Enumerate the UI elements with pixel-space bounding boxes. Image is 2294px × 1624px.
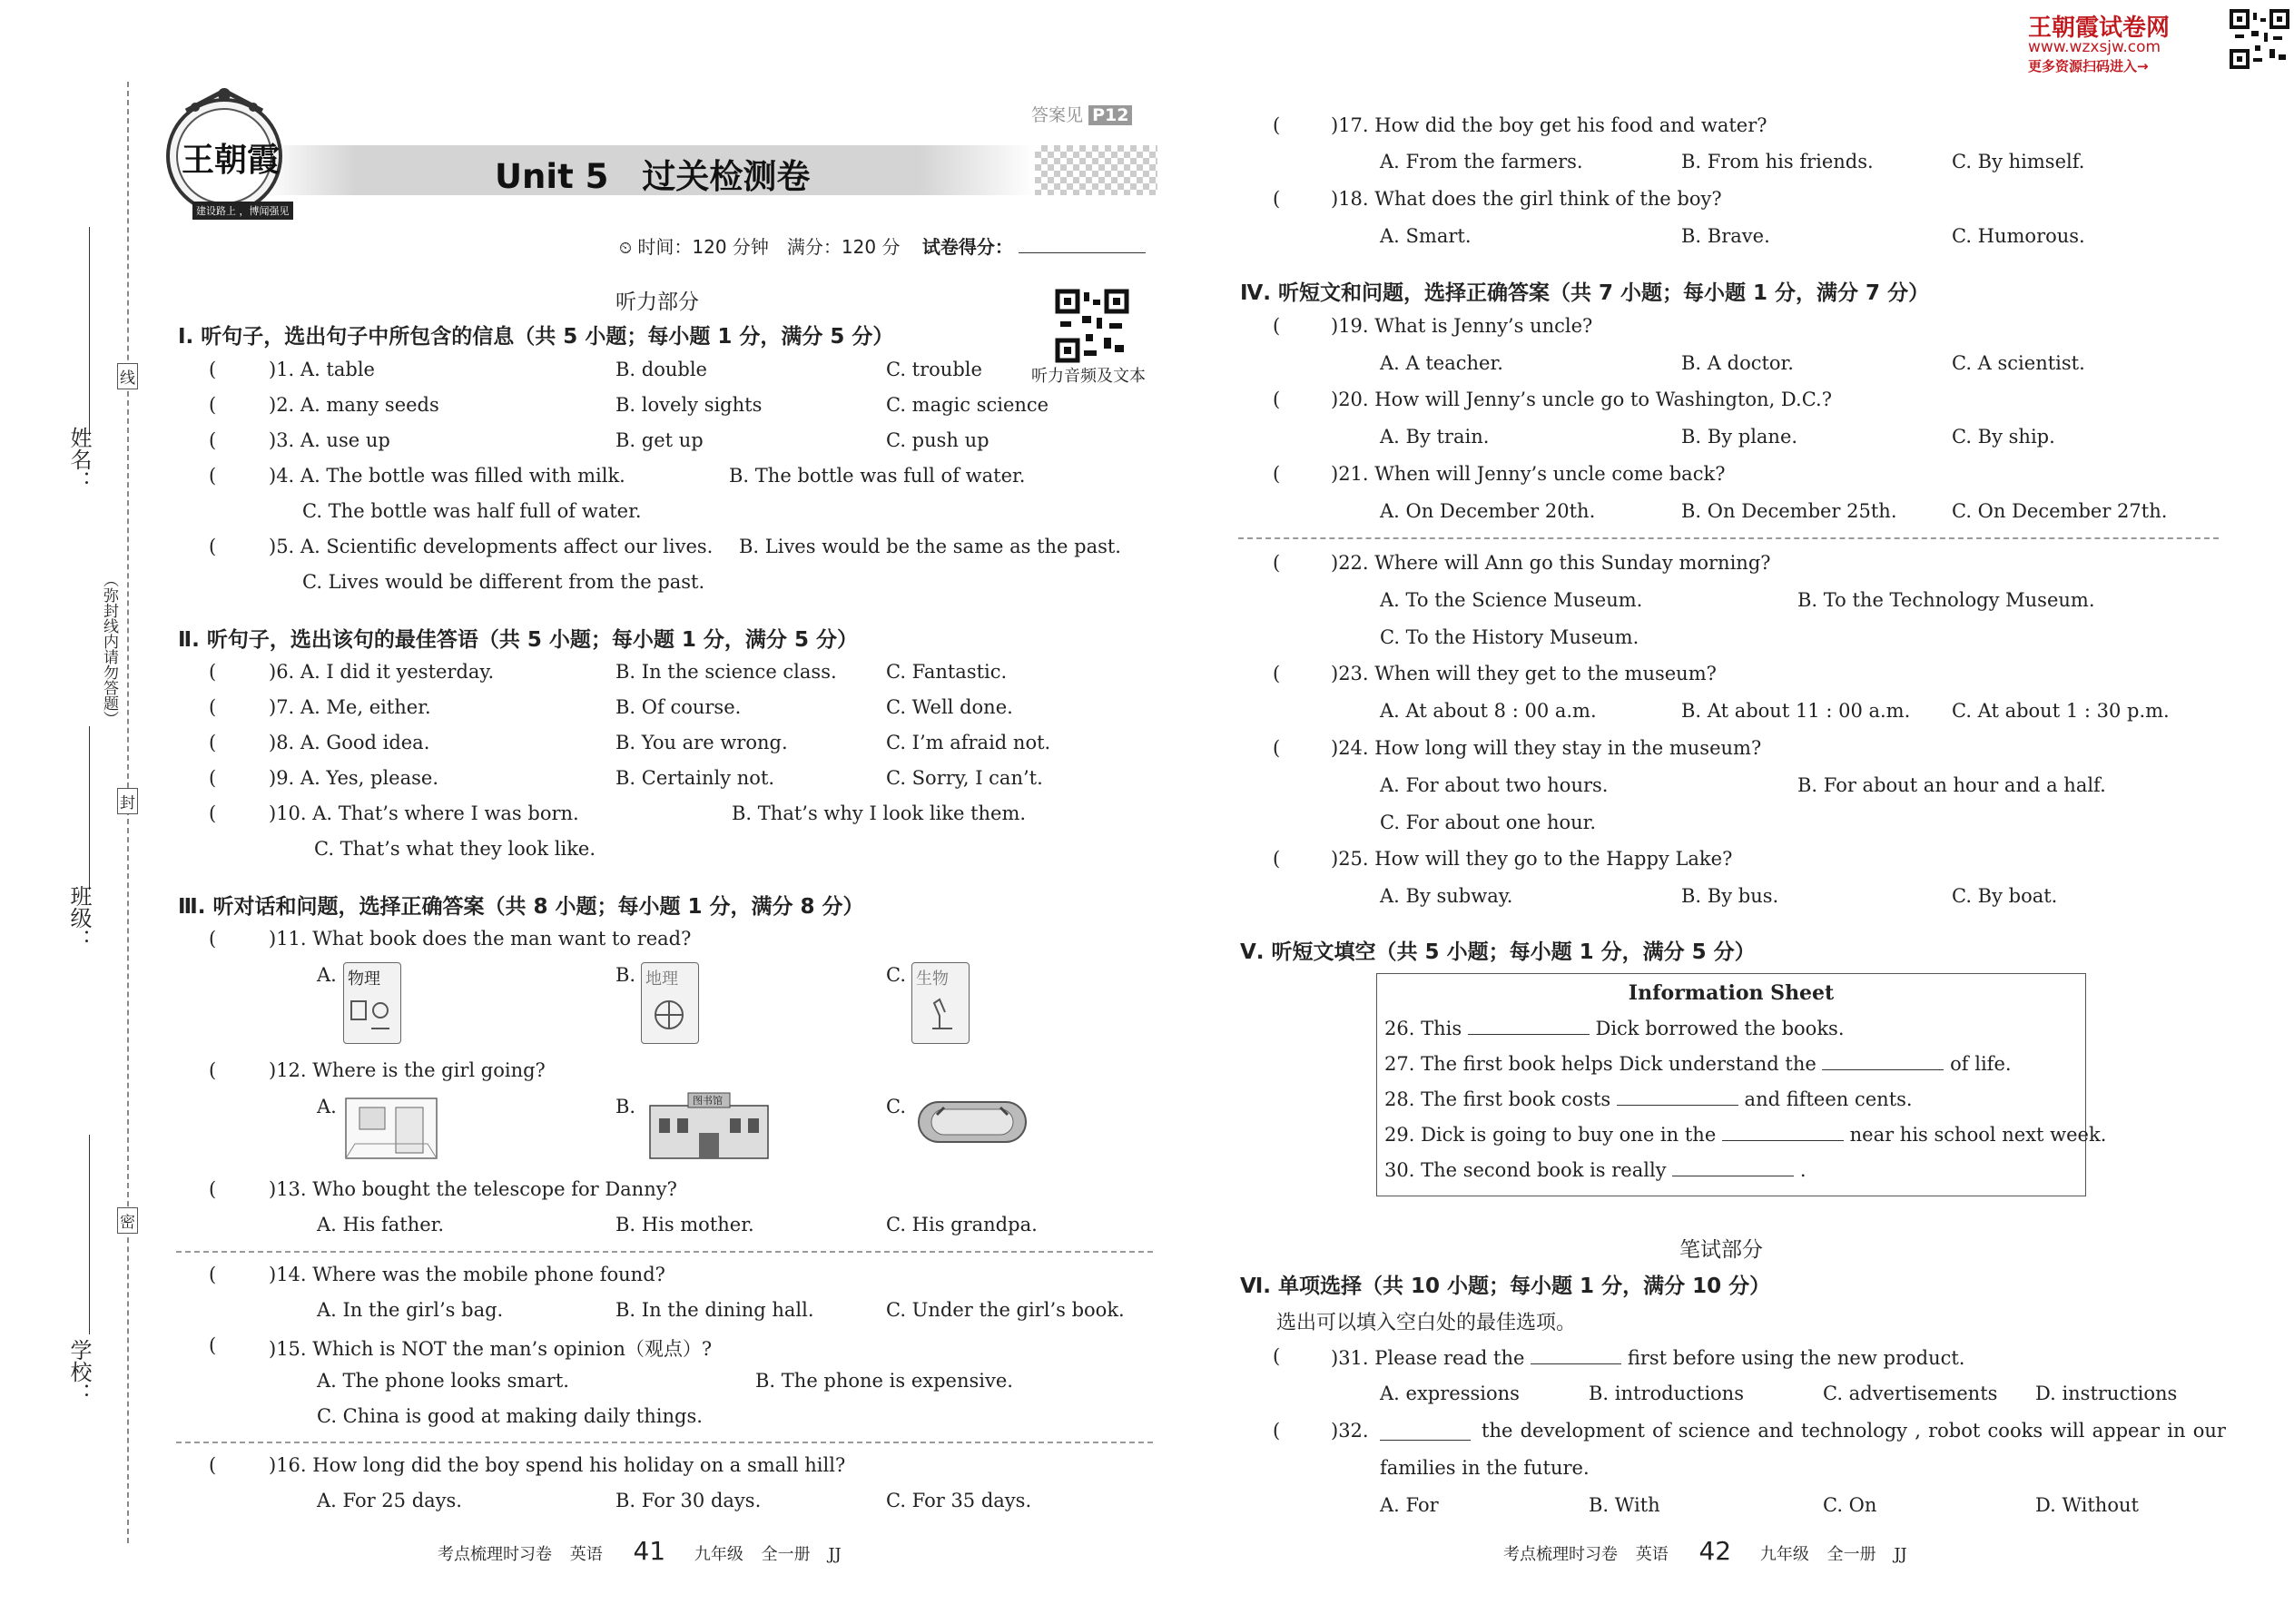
- q31-stem-pre: )31. Please read the: [1331, 1347, 1525, 1369]
- q32-stem-word: in: [2167, 1420, 2186, 1442]
- q7-stem: )7. A. Me, either.: [269, 696, 431, 718]
- q13-stem: )13. Who bought the telescope for Danny?: [269, 1178, 677, 1200]
- q22-option-c: C. To the History Museum.: [1380, 626, 1639, 648]
- blank-27[interactable]: [1822, 1051, 1944, 1070]
- q3-option-c: C. push up: [886, 429, 989, 451]
- q19-paren[interactable]: (: [1273, 315, 1281, 337]
- q20-stem: )20. How will Jenny’s uncle go to Washington, D.C.?: [1331, 389, 1832, 410]
- school-label: 学校：: [66, 1339, 92, 1404]
- q14-option-a: A. In the girl’s bag.: [317, 1299, 504, 1321]
- audio-qr-code[interactable]: [1055, 289, 1129, 363]
- q13-option-b: B. His mother.: [615, 1214, 754, 1235]
- q1-stem: )1. A. table: [269, 359, 375, 380]
- time-info: [619, 232, 1146, 259]
- q19-stem: )19. What is Jenny’s uncle?: [1331, 315, 1593, 337]
- q32-stem-line: [1482, 1420, 2226, 1442]
- q4-option-c: C. The bottle was half full of water.: [302, 500, 642, 522]
- q23-option-c: C. At about 1 : 30 p.m.: [1952, 700, 2170, 722]
- geography-book-image[interactable]: [641, 962, 699, 1044]
- name-label: 姓名：: [66, 427, 92, 492]
- q17-stem: )17. How did the boy get his food and water?: [1331, 114, 1767, 136]
- q17-option-a: A. From the farmers.: [1380, 151, 1583, 172]
- q1-paren[interactable]: (: [209, 359, 217, 380]
- q10-option-b: B. That’s why I look like them.: [732, 802, 1027, 824]
- q32-stem-word: will: [2050, 1420, 2085, 1442]
- q23-stem: )23. When will they get to the museum?: [1331, 663, 1717, 684]
- footer-left-subject: 英语: [569, 1545, 603, 1564]
- q32-stem-cont: families in the future.: [1380, 1457, 1590, 1479]
- info-line-27: [1384, 1051, 2012, 1075]
- q31-blank[interactable]: [1531, 1345, 1621, 1364]
- divider-right-1: [1238, 537, 2219, 539]
- q8-option-b: B. You are wrong.: [615, 732, 788, 753]
- q5-paren[interactable]: (: [209, 536, 217, 557]
- school-underline: [89, 1135, 90, 1334]
- section-4-heading: Ⅳ. 听短文和问题，选择正确答案（共 7 小题；每小题 1 分，满分 7 分）: [1240, 281, 1930, 305]
- seal-note: （弥封线内请勿答题）: [100, 572, 118, 726]
- brand-url[interactable]: www.wzxsjw.com: [2028, 38, 2161, 56]
- q32-option-c: C. On: [1823, 1494, 1877, 1516]
- q6-paren[interactable]: (: [209, 661, 217, 683]
- footer-right-subject: 英语: [1635, 1545, 1669, 1564]
- q31-option-c: C. advertisements: [1823, 1383, 1998, 1404]
- q20-option-b: B. By plane.: [1681, 426, 1798, 448]
- header-checker: [1035, 145, 1157, 195]
- q2-stem: )2. A. many seeds: [269, 394, 439, 416]
- name-underline: [89, 227, 90, 436]
- q11-paren[interactable]: (: [209, 928, 217, 950]
- q20-paren[interactable]: (: [1273, 389, 1281, 410]
- q3-paren[interactable]: (: [209, 429, 217, 451]
- info-line-28: [1384, 1087, 1913, 1110]
- answer-ref: [1031, 102, 1132, 126]
- page-title: Unit 5 过关检测卷: [495, 157, 811, 196]
- seal-mark-secret: 密: [117, 1207, 138, 1234]
- q14-stem: )14. Where was the mobile phone found?: [269, 1264, 665, 1285]
- time-text: 时间：120 分钟 满分：120 分: [637, 236, 901, 258]
- q17-option-b: B. From his friends.: [1681, 151, 1874, 172]
- q19-option-a: A. A teacher.: [1380, 352, 1503, 374]
- q31-option-a: A. expressions: [1380, 1383, 1520, 1404]
- info-line-30: [1384, 1157, 1807, 1181]
- q16-option-a: A. For 25 days.: [317, 1490, 462, 1511]
- q18-option-a: A. Smart.: [1380, 225, 1472, 247]
- q9-paren[interactable]: (: [209, 767, 217, 789]
- q22-stem: )22. Where will Ann go this Sunday morning?: [1331, 552, 1771, 574]
- q22-option-b: B. To the Technology Museum.: [1797, 589, 2095, 611]
- q16-stem: )16. How long did the boy spend his holiday on a small hill?: [269, 1454, 846, 1476]
- q32-stem-word: robot: [1928, 1420, 1981, 1442]
- q31-option-d: D. instructions: [2035, 1383, 2178, 1404]
- footer-left-page: 41: [633, 1536, 666, 1566]
- q32-paren[interactable]: (: [1273, 1420, 1281, 1442]
- blank-29[interactable]: [1722, 1122, 1844, 1141]
- biology-book-label: 生物: [916, 969, 949, 989]
- footer-left-volume: 全一册: [761, 1545, 811, 1564]
- q8-paren[interactable]: (: [209, 732, 217, 753]
- q21-option-a: A. On December 20th.: [1380, 500, 1596, 522]
- section-6-heading: Ⅵ. 单项选择（共 10 小题；每小题 1 分，满分 10 分）: [1240, 1275, 1771, 1298]
- info-line-30-pre: 30. The second book is really: [1384, 1159, 1667, 1181]
- physics-book-image[interactable]: [343, 962, 401, 1044]
- q7-option-b: B. Of course.: [615, 696, 742, 718]
- info-sheet-title: Information Sheet: [1628, 981, 1835, 1005]
- q32-stem-word: technology: [1801, 1420, 1908, 1442]
- q6-option-c: C. Fantastic.: [886, 661, 1008, 683]
- geography-book-label: 地理: [645, 969, 678, 989]
- q4-stem: )4. A. The bottle was filled with milk.: [269, 465, 625, 487]
- seal-mark-line: 线: [117, 363, 138, 389]
- info-line-26-pre: 26. This: [1384, 1018, 1462, 1039]
- q32-blank[interactable]: [1380, 1422, 1471, 1441]
- brand-qr-code[interactable]: [2230, 9, 2289, 69]
- q32-number: )32.: [1331, 1420, 1369, 1442]
- q12-label-c: C.: [886, 1096, 906, 1117]
- q4-paren[interactable]: (: [209, 465, 217, 487]
- q21-option-b: B. On December 25th.: [1681, 500, 1897, 522]
- q14-option-b: B. In the dining hall.: [615, 1299, 814, 1321]
- q20-option-c: C. By ship.: [1952, 426, 2055, 448]
- footer-right-volume: 全一册: [1826, 1545, 1876, 1564]
- q32-stem-word: and: [1757, 1420, 1794, 1442]
- q21-option-c: C. On December 27th.: [1952, 500, 2168, 522]
- footer-right: [1503, 1536, 1907, 1566]
- q24-stem: )24. How long will they stay in the museum?: [1331, 737, 1762, 759]
- q31-stem-post: first before using the new product.: [1627, 1347, 1965, 1369]
- q25-option-b: B. By bus.: [1681, 885, 1779, 907]
- q20-option-a: A. By train.: [1380, 426, 1490, 448]
- q16-option-b: B. For 30 days.: [615, 1490, 762, 1511]
- section-6-note: 选出可以填入空白处的最佳选项。: [1276, 1312, 1577, 1334]
- q16-paren[interactable]: (: [209, 1454, 217, 1476]
- q15-option-c: C. China is good at making daily things.: [317, 1405, 703, 1427]
- q13-option-a: A. His father.: [317, 1214, 445, 1235]
- score-field[interactable]: [1019, 234, 1146, 253]
- q24-option-a: A. For about two hours.: [1380, 774, 1609, 796]
- q25-stem: )25. How will they go to the Happy Lake?: [1331, 848, 1733, 870]
- q32-stem-word: science: [1678, 1420, 1751, 1442]
- q3-option-b: B. get up: [615, 429, 704, 451]
- brand-name: 王朝霞试卷网: [2028, 15, 2171, 42]
- q18-option-c: C. Humorous.: [1952, 225, 2085, 247]
- footer-left-book: 考点梳理时习卷: [438, 1545, 552, 1564]
- library-sign: 图书馆: [693, 1095, 723, 1107]
- q31-paren[interactable]: (: [1273, 1345, 1281, 1367]
- q2-paren[interactable]: (: [209, 394, 217, 416]
- clock-icon: ⏲: [619, 239, 633, 258]
- info-line-26: [1384, 1016, 1845, 1039]
- q10-option-c: C. That’s what they look like.: [314, 838, 596, 860]
- q32-stem-word: ,: [1915, 1420, 1921, 1442]
- q5-stem: )5. A. Scientific developments affect our lives.: [269, 536, 714, 557]
- q10-stem: )10. A. That’s where I was born.: [269, 802, 579, 824]
- q12-label-a: A.: [317, 1096, 337, 1117]
- q32-stem-word: development: [1520, 1420, 1645, 1442]
- q24-option-b: B. For about an hour and a half.: [1797, 774, 2106, 796]
- q19-option-c: C. A scientist.: [1952, 352, 2085, 374]
- q3-stem: )3. A. use up: [269, 429, 390, 451]
- q14-option-c: C. Under the girl’s book.: [886, 1299, 1125, 1321]
- footer-left-grade: 九年级: [694, 1545, 743, 1564]
- q1-option-b: B. double: [615, 359, 707, 380]
- info-line-29-pre: 29. Dick is going to buy one in the: [1384, 1124, 1717, 1146]
- q15-option-a: A. The phone looks smart.: [317, 1370, 569, 1392]
- q6-stem: )6. A. I did it yesterday.: [269, 661, 495, 683]
- q13-option-c: C. His grandpa.: [886, 1214, 1038, 1235]
- info-line-30-post: .: [1799, 1159, 1807, 1181]
- info-line-27-pre: 27. The first book helps Dick understand the: [1384, 1053, 1816, 1075]
- q9-option-c: C. Sorry, I can’t.: [886, 767, 1043, 789]
- q23-option-b: B. At about 11 : 00 a.m.: [1681, 700, 1911, 722]
- section-5-heading: Ⅴ. 听短文填空（共 5 小题；每小题 1 分，满分 5 分）: [1240, 940, 1756, 964]
- q15-paren[interactable]: (: [209, 1334, 217, 1356]
- q15-option-b: B. The phone is expensive.: [755, 1370, 1013, 1392]
- answer-page-badge[interactable]: P12: [1088, 105, 1132, 125]
- q32-option-d: D. Without: [2035, 1494, 2139, 1516]
- answer-ref-label: 答案见: [1031, 105, 1084, 125]
- info-line-27-post: of life.: [1950, 1053, 2012, 1075]
- q25-option-c: C. By boat.: [1952, 885, 2058, 907]
- q23-paren[interactable]: (: [1273, 663, 1281, 684]
- q14-paren[interactable]: (: [209, 1264, 217, 1285]
- footer-left: [438, 1536, 842, 1566]
- q5-option-c: C. Lives would be different from the past.: [302, 571, 705, 593]
- score-label: 试卷得分：: [921, 236, 1013, 258]
- seal-mark-seal: 封: [117, 788, 138, 814]
- q7-option-c: C. Well done.: [886, 696, 1013, 718]
- footer-right-page: 42: [1698, 1536, 1732, 1566]
- qr-caption: 听力音频及文本: [1031, 367, 1146, 386]
- class-label: 班级：: [66, 885, 92, 950]
- section-3-heading: Ⅲ. 听对话和问题，选择正确答案（共 8 小题；每小题 1 分，满分 8 分）: [178, 895, 864, 919]
- footer-right-edition: JJ: [1894, 1545, 1907, 1564]
- q8-option-c: C. I’m afraid not.: [886, 732, 1051, 753]
- q32-stem-word: appear: [2092, 1420, 2161, 1442]
- q7-paren[interactable]: (: [209, 696, 217, 718]
- q32-stem-word: cooks: [1987, 1420, 2043, 1442]
- q32-stem-word: our: [2192, 1420, 2226, 1442]
- q11-label-b: B.: [615, 964, 636, 986]
- q1-option-c: C. trouble: [886, 359, 982, 380]
- q21-stem: )21. When will Jenny’s uncle come back?: [1331, 463, 1726, 485]
- biology-book-image[interactable]: [911, 962, 970, 1044]
- q18-paren[interactable]: (: [1273, 188, 1281, 210]
- room-image[interactable]: [341, 1089, 441, 1162]
- writing-heading: 笔试部分: [1679, 1238, 1763, 1262]
- q31-option-b: B. introductions: [1589, 1383, 1744, 1404]
- q21-paren[interactable]: (: [1273, 463, 1281, 485]
- footer-left-edition: JJ: [828, 1545, 842, 1564]
- q32-option-a: A. For: [1380, 1494, 1439, 1516]
- q9-option-b: B. Certainly not.: [615, 767, 775, 789]
- info-line-26-post: Dick borrowed the books.: [1595, 1018, 1845, 1039]
- q25-option-a: A. By subway.: [1380, 885, 1513, 907]
- q19-option-b: B. A doctor.: [1681, 352, 1794, 374]
- q16-option-c: C. For 35 days.: [886, 1490, 1032, 1511]
- q23-option-a: A. At about 8 : 00 a.m.: [1380, 700, 1597, 722]
- q31-stem: [1331, 1345, 1964, 1369]
- q17-paren[interactable]: (: [1273, 114, 1281, 136]
- q24-option-c: C. For about one hour.: [1380, 812, 1597, 833]
- q5-option-b: B. Lives would be the same as the past.: [739, 536, 1121, 557]
- q6-option-b: B. In the science class.: [615, 661, 837, 683]
- q12-stem: )12. Where is the girl going?: [269, 1059, 546, 1081]
- pool-image[interactable]: [913, 1097, 1031, 1147]
- logo-motto: 建设路上 ，博闻强见: [192, 202, 293, 220]
- brand-slogan: 更多资源扫码进入→: [2028, 58, 2149, 74]
- q8-stem: )8. A. Good idea.: [269, 732, 430, 753]
- blank-26[interactable]: [1468, 1016, 1590, 1035]
- listening-heading: 听力部分: [615, 290, 699, 314]
- section-2-heading: Ⅱ. 听句子，选出该句的最佳答语（共 5 小题；每小题 1 分，满分 5 分）: [178, 628, 858, 652]
- q18-option-b: B. Brave.: [1681, 225, 1770, 247]
- q9-stem: )9. A. Yes, please.: [269, 767, 439, 789]
- q17-option-c: C. By himself.: [1952, 151, 2085, 172]
- q11-stem: )11. What book does the man want to read?: [269, 928, 692, 950]
- physics-book-label: 物理: [348, 969, 380, 989]
- footer-right-book: 考点梳理时习卷: [1503, 1545, 1618, 1564]
- library-building-image[interactable]: [641, 1088, 777, 1162]
- q32-stem-word: of: [1652, 1420, 1671, 1442]
- footer-right-grade: 九年级: [1759, 1545, 1809, 1564]
- q22-option-a: A. To the Science Museum.: [1380, 589, 1643, 611]
- q10-paren[interactable]: (: [209, 802, 217, 824]
- q11-label-a: A.: [317, 964, 337, 986]
- information-sheet: [1376, 973, 2107, 1196]
- blank-30[interactable]: [1672, 1157, 1794, 1176]
- q12-label-b: B.: [615, 1096, 636, 1117]
- divider-left-1: [176, 1251, 1153, 1253]
- q18-stem: )18. What does the girl think of the boy?: [1331, 188, 1722, 210]
- q11-label-c: C.: [886, 964, 906, 986]
- info-line-29: [1384, 1122, 2106, 1146]
- q32-option-b: B. With: [1589, 1494, 1660, 1516]
- divider-left-2: [176, 1442, 1153, 1443]
- q25-paren[interactable]: (: [1273, 848, 1281, 870]
- info-line-28-post: and fifteen cents.: [1744, 1088, 1913, 1110]
- q13-paren[interactable]: (: [209, 1178, 217, 1200]
- logo-text: 王朝霞: [182, 142, 281, 179]
- section-1-heading: Ⅰ. 听句子，选出句子中所包含的信息（共 5 小题；每小题 1 分，满分 5 分）: [178, 325, 894, 349]
- q15-stem: )15. Which is NOT the man’s opinion（观点）?: [269, 1338, 713, 1360]
- info-line-29-post: near his school next week.: [1849, 1124, 2107, 1146]
- q2-option-b: B. lovely sights: [615, 394, 763, 416]
- blank-28[interactable]: [1617, 1087, 1738, 1106]
- q4-option-b: B. The bottle was full of water.: [729, 465, 1026, 487]
- q2-option-c: C. magic science: [886, 394, 1049, 416]
- class-underline: [89, 726, 90, 890]
- q32-stem-word: the: [1482, 1420, 1513, 1442]
- q22-paren[interactable]: (: [1273, 552, 1281, 574]
- q24-paren[interactable]: (: [1273, 737, 1281, 759]
- q12-paren[interactable]: (: [209, 1059, 217, 1081]
- info-line-28-pre: 28. The first book costs: [1384, 1088, 1611, 1110]
